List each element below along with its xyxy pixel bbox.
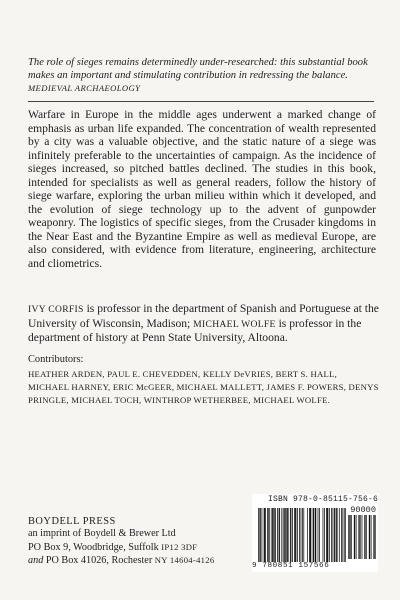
barcode-icon <box>258 508 346 562</box>
publisher-postcode-uk: IP12 3DF <box>161 541 198 552</box>
review-source: MEDIEVAL ARCHAEOLOGY <box>28 83 141 94</box>
isbn-label: ISBN 978-0-85115-756-6 <box>267 495 378 504</box>
addon-barcode-icon <box>348 515 376 559</box>
editor-bio-1: is professor in the department of Spanish and Portuguese at the University of Wisconsin, Madison; <box>28 302 379 330</box>
publisher-info <box>28 516 238 568</box>
publisher-imprint: an imprint of Boydell & Brewer Ltd <box>28 528 176 540</box>
publisher-address-uk: PO Box 9, Woodbridge, Suffolk <box>28 541 162 553</box>
editor-name-1: IVY CORFIS <box>28 304 84 315</box>
publisher-address-us: PO Box 41026, Rochester <box>43 555 155 567</box>
divider-rule <box>28 101 374 102</box>
editor-name-2: MICHAEL WOLFE <box>193 318 276 330</box>
review-quote-text: The role of sieges remains determinedly under-researched: this substantial book makes an important and stimulating contribution in redressing the balance. <box>28 57 368 82</box>
publisher-postcode-us: NY 14604-4126 <box>154 555 215 566</box>
publisher-and: and <box>28 555 44 567</box>
barcode-digits: 9 780851 157566 <box>252 562 330 570</box>
price-code: 90000 <box>350 505 376 515</box>
contributors-heading: Contributors: <box>28 354 84 365</box>
editor-bio-2: is professor in the department of history at Penn State University, Altoona. <box>28 316 362 345</box>
review-quote <box>28 56 380 96</box>
contributors-list: HEATHER ARDEN, PAUL E. CHEVEDDEN, KELLY DeVRIES, BERT S. HALL, MICHAEL HARNEY, ERIC McGEER, MICHAEL MALLETT, JAMES F. POWERS, DENYS PRINGLE, MICHAEL TOCH, WINTHROP WETHERBEE, MICHAEL WOLFE. <box>28 369 379 406</box>
editors-bio <box>28 302 380 345</box>
book-description: Warfare in Europe in the middle ages underwent a marked change of emphasis as urban life expanded. The concentration of wealth represented by a city was a valuable objective, and the static nature of a siege was infinitely preferable to the uncertainties of campaign. As the incidence of sieges increased, so pitched battles declined. The studies in this book, intended for specialists as well as general readers, follow the history of siege warfare, exploring the urban milieu within which it developed, and the evolution of siege technology up to the advent of gunpowder weaponry. The logistics of specific sieges, from the Crusader kingdoms in the Near East and the Byzantine Empire as well as medieval Europe, are also considered, with evidence from literature, engineering, architecture and cliometrics. <box>28 108 376 271</box>
publisher-name: BOYDELL PRESS <box>28 516 116 527</box>
